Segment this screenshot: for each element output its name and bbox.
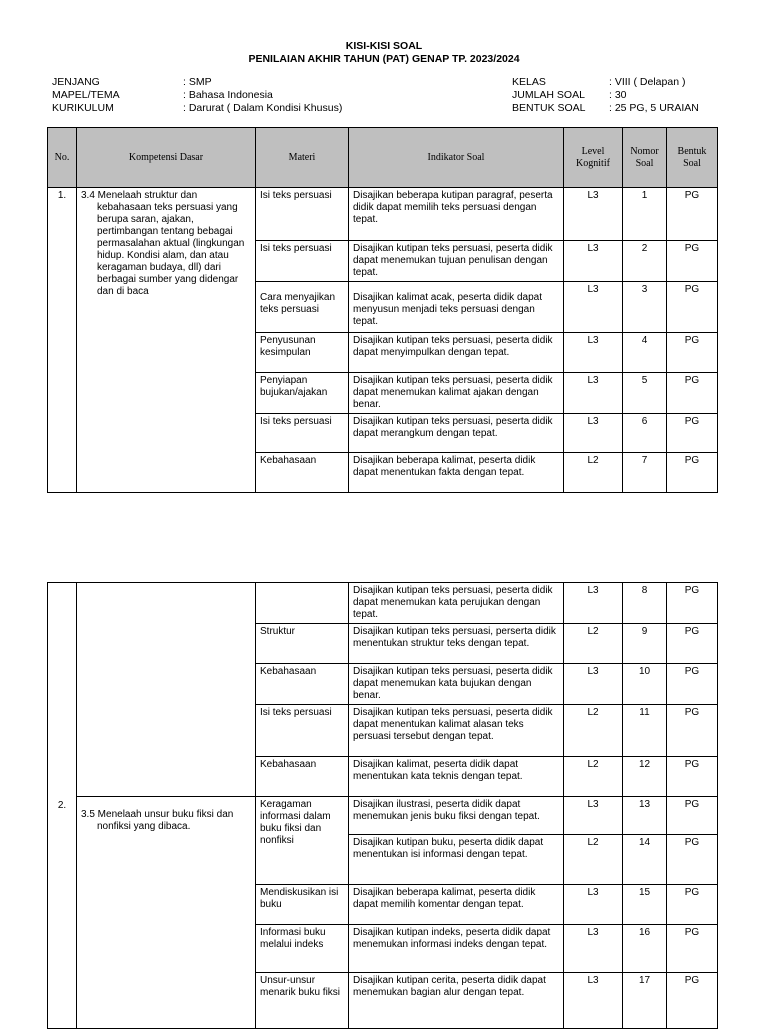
level-kognitif: L3 [564, 373, 623, 414]
indikator-soal: Disajikan kutipan cerita, peserta didik dapat menemukan bagian alur dengan tepat. [349, 973, 564, 1029]
document-subtitle: PENILAIAN AKHIR TAHUN (PAT) GENAP TP. 2023/2024 [248, 53, 520, 65]
bentuk-soal: PG [667, 188, 718, 241]
bentuk-soal: PG [667, 333, 718, 373]
indikator-soal: Disajikan kutipan teks persuasi, peserta didik dapat merangkum dengan tepat. [349, 414, 564, 453]
table-row [48, 797, 718, 835]
indikator-soal: Disajikan kutipan indeks, peserta didik dapat menemukan informasi indeks dengan tepat. [349, 925, 564, 973]
column-header-level-kognitif: Level Kognitif [564, 128, 623, 188]
level-kognitif: L2 [564, 624, 623, 664]
bentuk-soal: PG [667, 453, 718, 493]
level-kognitif: L2 [564, 705, 623, 757]
meta-row-bentuk-soal [512, 102, 699, 115]
level-kognitif: L3 [564, 925, 623, 973]
materi: Isi teks persuasi [256, 414, 349, 453]
meta-value: : VIII ( Delapan ) [609, 76, 686, 88]
meta-row-kurikulum [52, 102, 343, 115]
indikator-soal: Disajikan ilustrasi, peserta didik dapat menemukan jenis buku fiksi dengan tepat. [349, 797, 564, 835]
materi: Isi teks persuasi [256, 241, 349, 282]
table-row [48, 583, 718, 624]
nomor-soal: 14 [623, 835, 667, 885]
meta-right [512, 76, 699, 115]
nomor-soal: 5 [623, 373, 667, 414]
level-kognitif: L3 [564, 583, 623, 624]
meta-label: JUMLAH SOAL [512, 89, 585, 101]
bentuk-soal: PG [667, 835, 718, 885]
indikator-soal: Disajikan kutipan teks persuasi, perserta didik menentukan struktur teks dengan tepat. [349, 624, 564, 664]
materi: Unsur-unsur menarik buku fiksi [256, 973, 349, 1029]
nomor-soal: 16 [623, 925, 667, 973]
nomor-soal: 2 [623, 241, 667, 282]
row-number: 2. [48, 583, 77, 1029]
meta-value: : 30 [609, 89, 627, 101]
meta-value: : Bahasa Indonesia [183, 89, 273, 101]
bentuk-soal: PG [667, 705, 718, 757]
bentuk-soal: PG [667, 664, 718, 705]
nomor-soal: 3 [623, 282, 667, 333]
nomor-soal: 8 [623, 583, 667, 624]
bentuk-soal: PG [667, 973, 718, 1029]
bentuk-soal: PG [667, 373, 718, 414]
bentuk-soal: PG [667, 241, 718, 282]
nomor-soal: 4 [623, 333, 667, 373]
meta-row-mapel [52, 89, 273, 102]
level-kognitif: L3 [564, 188, 623, 241]
kompetensi-dasar-continued [77, 583, 256, 797]
materi: Struktur [256, 624, 349, 664]
nomor-soal: 6 [623, 414, 667, 453]
level-kognitif: L3 [564, 282, 623, 333]
meta-value: : SMP [183, 76, 212, 88]
indikator-soal: Disajikan kutipan teks persuasi, peserta didik dapat menemukan tujuan penulisan dengan tepat. [349, 241, 564, 282]
materi: Isi teks persuasi [256, 188, 349, 241]
indikator-soal: Disajikan beberapa kalimat, peserta didik dapat memilih komentar dengan tepat. [349, 885, 564, 925]
column-header-materi: Materi [256, 128, 349, 188]
document-title: KISI-KISI SOAL [345, 40, 423, 52]
materi: Cara menyajikan teks persuasi [256, 282, 349, 333]
nomor-soal: 11 [623, 705, 667, 757]
nomor-soal: 7 [623, 453, 667, 493]
level-kognitif: L3 [564, 664, 623, 705]
bentuk-soal: PG [667, 797, 718, 835]
indikator-soal: Disajikan kutipan buku, peserta didik dapat menentukan isi informasi dengan tepat. [349, 835, 564, 885]
bentuk-soal: PG [667, 757, 718, 797]
nomor-soal: 10 [623, 664, 667, 705]
indikator-soal: Disajikan kutipan teks persuasi, peserta didik dapat menemukan kalimat ajakan dengan benar. [349, 373, 564, 414]
indikator-soal: Disajikan kutipan teks persuasi, peserta didik dapat menemukan kata bujukan dengan benar. [349, 664, 564, 705]
indikator-soal: Disajikan kutipan teks persuasi, peserta didik dapat menemukan kata perujukan dengan tepat. [349, 583, 564, 624]
materi [256, 583, 349, 624]
meta-label: KELAS [512, 76, 546, 88]
meta-value: : Darurat ( Dalam Kondisi Khusus) [183, 102, 343, 114]
level-kognitif: L3 [564, 333, 623, 373]
bentuk-soal: PG [667, 414, 718, 453]
indikator-soal: Disajikan kalimat, peserta didik dapat menentukan kata teknis dengan tepat. [349, 757, 564, 797]
column-header-no: No. [48, 128, 77, 188]
nomor-soal: 9 [623, 624, 667, 664]
meta-value: : 25 PG, 5 URAIAN [609, 102, 699, 114]
kisi-kisi-table-1 [47, 127, 718, 493]
materi: Keragaman informasi dalam buku fiksi dan nonfiksi [256, 797, 349, 885]
materi: Penyiapan bujukan/ajakan [256, 373, 349, 414]
column-header-bentuk-soal: Bentuk Soal [667, 128, 718, 188]
materi: Penyusunan kesimpulan [256, 333, 349, 373]
nomor-soal: 12 [623, 757, 667, 797]
meta-label: KURIKULUM [52, 102, 114, 114]
column-header-indikator-soal: Indikator Soal [349, 128, 564, 188]
table-header-row [48, 128, 718, 188]
meta-label: BENTUK SOAL [512, 102, 586, 114]
meta-label: MAPEL/TEMA [52, 89, 120, 101]
meta-left [52, 76, 343, 115]
bentuk-soal: PG [667, 583, 718, 624]
indikator-soal: Disajikan beberapa kutipan paragraf, peserta didik dapat memilih teks persuasi dengan tepat. [349, 188, 564, 241]
bentuk-soal: PG [667, 282, 718, 333]
nomor-soal: 17 [623, 973, 667, 1029]
level-kognitif: L3 [564, 885, 623, 925]
level-kognitif: L2 [564, 835, 623, 885]
meta-label: JENJANG [52, 76, 100, 88]
materi: Kebahasaan [256, 757, 349, 797]
indikator-soal: Disajikan kalimat acak, peserta didik dapat menyusun menjadi teks persuasi dengan tepat. [349, 282, 564, 333]
meta-row-kelas [512, 76, 686, 89]
level-kognitif: L2 [564, 453, 623, 493]
materi: Informasi buku melalui indeks [256, 925, 349, 973]
kompetensi-dasar: 3.5 Menelaah unsur buku fiksi dan nonfiksi yang dibaca. [77, 797, 256, 1029]
indikator-soal: Disajikan beberapa kalimat, peserta didik dapat menentukan fakta dengan tepat. [349, 453, 564, 493]
level-kognitif: L3 [564, 973, 623, 1029]
kisi-kisi-table-2 [47, 582, 718, 1029]
nomor-soal: 1 [623, 188, 667, 241]
column-header-kompetensi-dasar: Kompetensi Dasar [77, 128, 256, 188]
materi: Kebahasaan [256, 664, 349, 705]
meta-row-jumlah-soal [512, 89, 627, 102]
table-row [48, 188, 718, 241]
bentuk-soal: PG [667, 624, 718, 664]
bentuk-soal: PG [667, 885, 718, 925]
level-kognitif: L3 [564, 241, 623, 282]
kompetensi-dasar: 3.4 Menelaah struktur dan kebahasaan teks persuasi yang berupa saran, ajakan, pertimbangan tentang bebagai permasalahan aktual (lingkungan hidup. Kondisi alam, dan atau keragaman budaya, dll) dari berbagai sumber yang didengar dan di baca [77, 188, 256, 493]
meta-row-jenjang [52, 76, 212, 89]
nomor-soal: 13 [623, 797, 667, 835]
indikator-soal: Disajikan kutipan teks persuasi, peserta didik dapat menyimpulkan dengan tepat. [349, 333, 564, 373]
level-kognitif: L2 [564, 757, 623, 797]
bentuk-soal: PG [667, 925, 718, 973]
indikator-soal: Disajikan kutipan teks persuasi, peserta didik dapat menentukan kalimat alasan teks persuasi tersebut dengan tepat. [349, 705, 564, 757]
materi: Isi teks persuasi [256, 705, 349, 757]
level-kognitif: L3 [564, 414, 623, 453]
materi: Kebahasaan [256, 453, 349, 493]
level-kognitif: L3 [564, 797, 623, 835]
nomor-soal: 15 [623, 885, 667, 925]
row-number: 1. [48, 188, 77, 493]
materi: Mendiskusikan isi buku [256, 885, 349, 925]
column-header-nomor-soal: Nomor Soal [623, 128, 667, 188]
